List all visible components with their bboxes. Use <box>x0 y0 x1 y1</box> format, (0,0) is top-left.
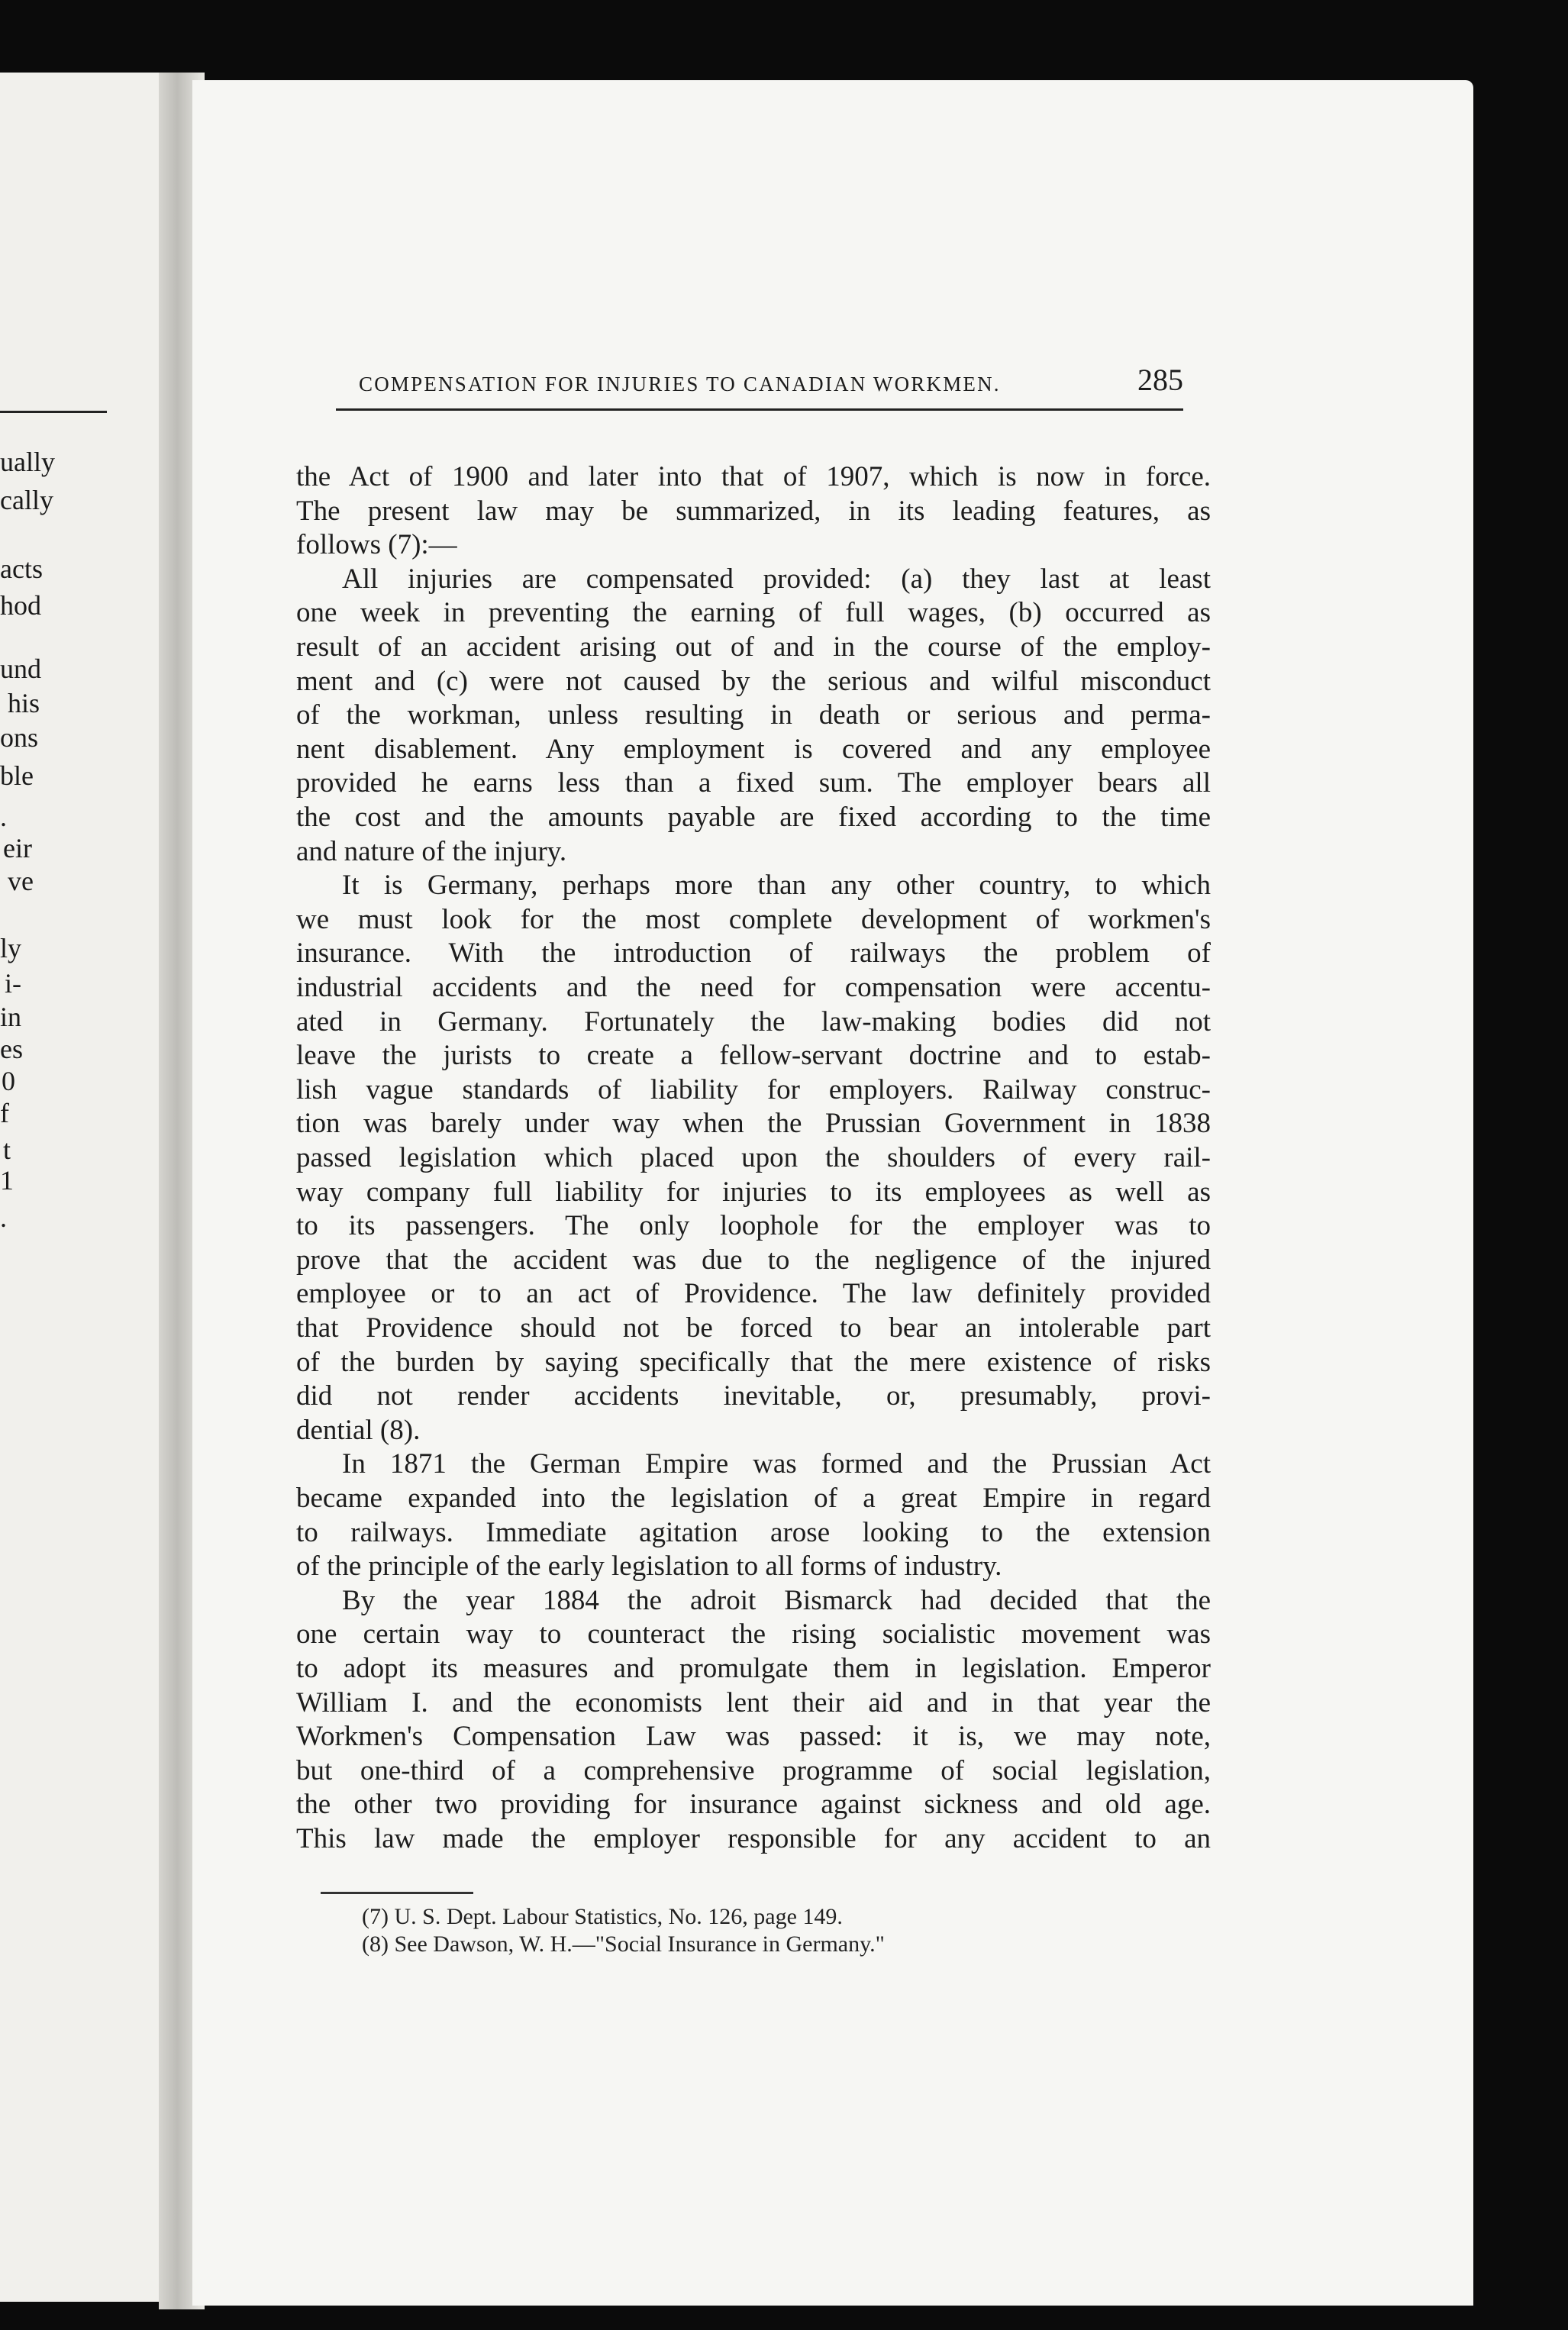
left-page-edge <box>0 73 177 2302</box>
text-line: lish vague standards of liability for employers. Railway construc- <box>296 1074 1211 1105</box>
text-line: This law made the employer responsible for any accident to an <box>296 1823 1211 1854</box>
text-line: of the workman, unless resulting in death or serious and perma- <box>296 699 1211 731</box>
left-page-fragment: . <box>0 1202 7 1233</box>
text-line: result of an accident arising out of and in the course of the employ- <box>296 631 1211 663</box>
running-header <box>359 362 1183 400</box>
text-line: insurance. With the introduction of railways the problem of <box>296 937 1211 969</box>
text-line: tion was barely under way when the Prussian Government in 1838 <box>296 1108 1211 1139</box>
left-page-fragment: es <box>0 1034 23 1064</box>
footnote-7: (7) U. S. Dept. Labour Statistics, No. 126, page 149. <box>362 1904 843 1929</box>
left-page-fragment: ve <box>8 866 34 896</box>
left-page-fragment: i- <box>5 968 21 999</box>
footnote-rule <box>321 1892 473 1894</box>
text-line: William I. and the economists lent their aid and in that year the <box>296 1687 1211 1718</box>
left-page-rule <box>0 411 107 413</box>
text-line: nent disablement. Any employment is covered and any employee <box>296 734 1211 765</box>
text-line: became expanded into the legislation of a great Empire in regard <box>296 1483 1211 1514</box>
text-line: ment and (c) were not caused by the serious and wilful misconduct <box>296 666 1211 697</box>
left-page-fragment: cally <box>0 485 53 515</box>
text-line: we must look for the most complete development of workmen's <box>296 904 1211 935</box>
footnote-8: (8) See Dawson, W. H.—"Social Insurance in Germany." <box>362 1931 885 1957</box>
text-line: that Providence should not be forced to bear an intolerable part <box>296 1312 1211 1344</box>
page-number: 285 <box>1137 363 1183 397</box>
text-line: of the burden by saying specifically that the mere existence of risks <box>296 1347 1211 1378</box>
left-page-fragment: acts <box>0 553 43 584</box>
text-line: industrial accidents and the need for compensation were accentu- <box>296 972 1211 1003</box>
text-line: Workmen's Compensation Law was passed: it is, we may note, <box>296 1721 1211 1752</box>
left-page-fragment: hod <box>0 590 41 621</box>
text-line: to its passengers. The only loophole for the employer was to <box>296 1210 1211 1241</box>
text-line: the other two providing for insurance against sickness and old age. <box>296 1789 1211 1820</box>
text-line: The present law may be summarized, in its leading features, as <box>296 495 1211 527</box>
left-page-fragment: und <box>0 653 41 684</box>
running-header-title: COMPENSATION FOR INJURIES TO CANADIAN WORKMEN. <box>359 373 1001 395</box>
left-page-fragment: . <box>0 802 7 832</box>
text-line: By the year 1884 the adroit Bismarck had decided that the <box>342 1585 1211 1616</box>
left-page-fragment: his <box>8 688 40 718</box>
text-line: follows (7):— <box>296 529 457 560</box>
text-line: did not render accidents inevitable, or, presumably, provi- <box>296 1380 1211 1412</box>
text-line: way company full liability for injuries to its employees as well as <box>296 1176 1211 1208</box>
left-page-fragment: ly <box>0 933 22 963</box>
text-line: passed legislation which placed upon the shoulders of every rail- <box>296 1142 1211 1173</box>
left-page-fragment: ons <box>0 722 39 753</box>
left-page-fragment: ble <box>0 760 34 791</box>
text-line: It is Germany, perhaps more than any other country, to which <box>342 870 1211 901</box>
text-line: to adopt its measures and promulgate them in legislation. Emperor <box>296 1653 1211 1684</box>
left-page-fragment: t <box>3 1134 11 1165</box>
text-line: one week in preventing the earning of full wages, (b) occurred as <box>296 597 1211 628</box>
left-page-fragment: eir <box>3 833 32 863</box>
text-line: the Act of 1900 and later into that of 1907, which is now in force. <box>296 461 1211 492</box>
text-line: to railways. Immediate agitation arose looking to the extension <box>296 1517 1211 1548</box>
text-line: All injuries are compensated provided: (a) they last at least <box>342 563 1211 595</box>
header-rule <box>336 408 1183 411</box>
text-line: of the principle of the early legislation to all forms of industry. <box>296 1551 1002 1582</box>
text-line: one certain way to counteract the rising socialistic movement was <box>296 1618 1211 1650</box>
text-line: employee or to an act of Providence. The law definitely provided <box>296 1278 1211 1309</box>
text-line: leave the jurists to create a fellow-servant doctrine and to estab- <box>296 1040 1211 1071</box>
text-line: In 1871 the German Empire was formed and the Prussian Act <box>342 1448 1211 1480</box>
left-page-fragment: 1 <box>0 1165 14 1196</box>
text-line: the cost and the amounts payable are fixed according to the time <box>296 802 1211 833</box>
left-page-fragment: f <box>0 1098 9 1128</box>
left-page-fragment: in <box>0 1002 22 1032</box>
left-page-fragment: ually <box>0 447 55 477</box>
left-page-fragment: 0 <box>2 1066 15 1096</box>
text-line: prove that the accident was due to the negligence of the injured <box>296 1244 1211 1276</box>
text-line: provided he earns less than a fixed sum. The employer bears all <box>296 767 1211 799</box>
text-line: but one-third of a comprehensive programme of social legislation, <box>296 1755 1211 1786</box>
text-line: dential (8). <box>296 1415 421 1446</box>
text-line: and nature of the injury. <box>296 836 567 867</box>
text-line: ated in Germany. Fortunately the law-making bodies did not <box>296 1006 1211 1038</box>
